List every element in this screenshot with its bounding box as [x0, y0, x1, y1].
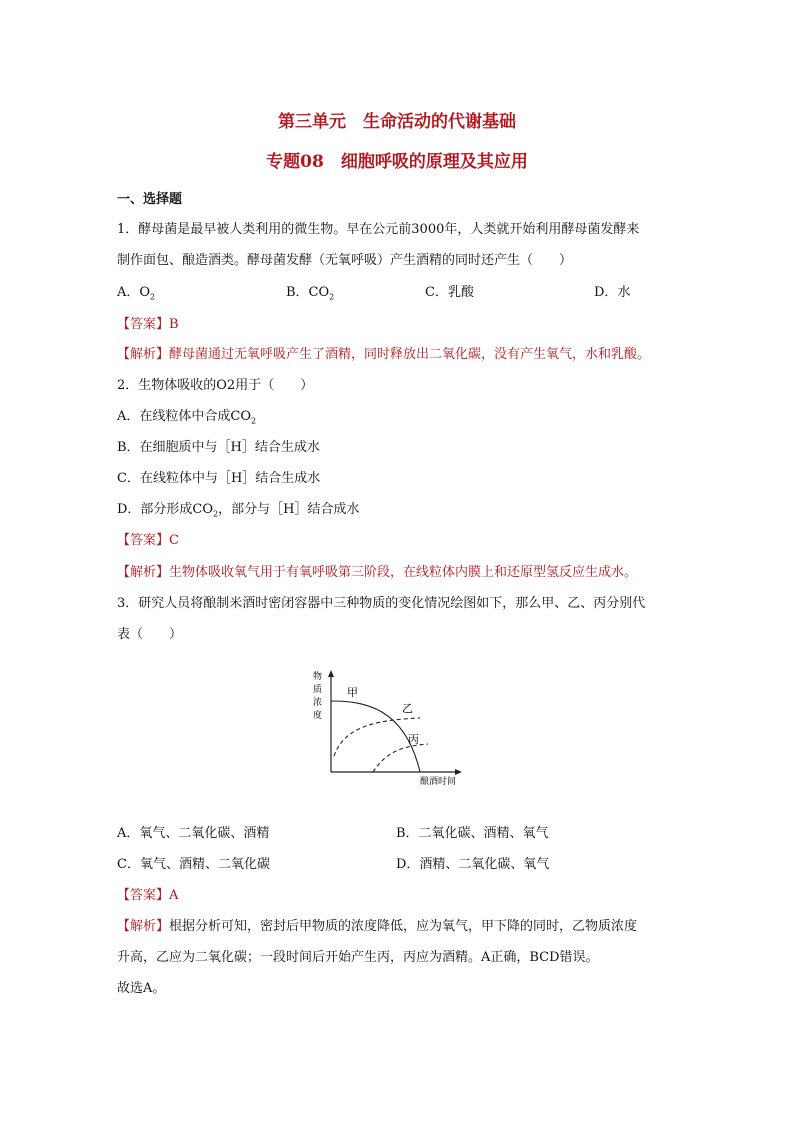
section-heading: 一、选择题	[117, 192, 183, 207]
q1-option-c: C．乳酸	[425, 285, 474, 300]
q1-stem-line2: 制作面包、酿造酒类。酵母菌发酵（无氧呼吸）产生酒精的同时还产生（ ）	[117, 253, 573, 268]
answer-tag: 【答案】	[117, 533, 170, 548]
topic-title: 专题08 细胞呼吸的原理及其应用	[266, 152, 528, 172]
unit-title: 第三单元 生命活动的代谢基础	[278, 112, 516, 132]
q1-analysis: 【解析】酵母菌通过无氧呼吸产生了酒精，同时释放出二氧化碳，没有产生氧气，水和乳酸。	[117, 347, 651, 362]
q3-analysis-line2: 升高，乙应为二氧化碳；一段时间后开始产生丙，丙应为酒精。A正确，BCD错误。	[117, 950, 599, 965]
y-axis-arrow	[328, 670, 334, 677]
q2-option-b: B．在细胞质中与［H］结合生成水	[117, 440, 320, 455]
q1-option-a: A．$O_2$	[117, 285, 156, 302]
q1-answer: 【答案】B	[117, 317, 179, 332]
analysis-tag: 【解析】	[117, 565, 170, 580]
q3-conclusion: 故选A。	[117, 981, 166, 996]
q3-option-b: B．二氧化碳、酒精、氧气	[396, 826, 549, 841]
y-label-4: 度	[313, 711, 323, 721]
q2-stem: 2．生物体吸收的O2用于（ ）	[117, 378, 314, 393]
answer-tag: 【答案】	[117, 888, 170, 903]
curve-label-jia: 甲	[347, 686, 358, 699]
y-label-1: 物	[313, 672, 323, 682]
answer-tag: 【答案】	[117, 317, 170, 332]
y-label-3: 浓	[313, 698, 323, 708]
q3-option-c: C．氧气、酒精、二氧化碳	[117, 857, 270, 872]
curve-label-bing: 丙	[408, 733, 419, 746]
figure-svg	[310, 668, 470, 788]
q3-stem-line2: 表（ ）	[117, 627, 183, 642]
q2-option-c: C．在线粒体中与［H］结合生成水	[117, 471, 321, 486]
y-label-2: 质	[313, 685, 323, 695]
x-label: 酿酒时间	[420, 777, 457, 787]
substance-concentration-figure	[310, 668, 470, 792]
q1-option-b: B．$CO_2$	[286, 285, 335, 302]
q3-stem-line1: 3．研究人员将酿制米酒时密闭容器中三种物质的变化情况绘图如下，那么甲、乙、丙分别代	[117, 596, 646, 611]
q3-option-a: A．氧气、二氧化碳、酒精	[117, 826, 270, 841]
q2-option-d: D．部分形成$CO_2$，部分与［H］结合成水	[117, 502, 360, 519]
x-axis-arrow	[455, 769, 462, 775]
q3-option-d: D．酒精、二氧化碳、氧气	[396, 857, 550, 872]
curve-label-yi: 乙	[402, 702, 413, 715]
q1-stem-line1: 1．酵母菌是最早被人类利用的微生物。早在公元前3000年，人类就开始利用酵母菌发酵来	[117, 222, 640, 237]
q2-analysis: 【解析】生物体吸收氧气用于有氧呼吸第三阶段，在线粒体内膜上和还原型氢反应生成水。	[117, 565, 638, 580]
analysis-tag: 【解析】	[117, 347, 170, 362]
q2-answer: 【答案】C	[117, 533, 179, 548]
q3-answer: 【答案】A	[117, 888, 179, 903]
curve-bing	[373, 744, 428, 772]
q3-analysis-line1: 【解析】根据分析可知，密封后甲物质的浓度降低，应为氧气，甲下降的同时，乙物质浓度	[117, 919, 638, 934]
analysis-tag: 【解析】	[117, 919, 170, 934]
q1-option-d: D．水	[594, 285, 631, 300]
q2-option-a: A．在线粒体中合成$CO_2$	[117, 409, 257, 426]
